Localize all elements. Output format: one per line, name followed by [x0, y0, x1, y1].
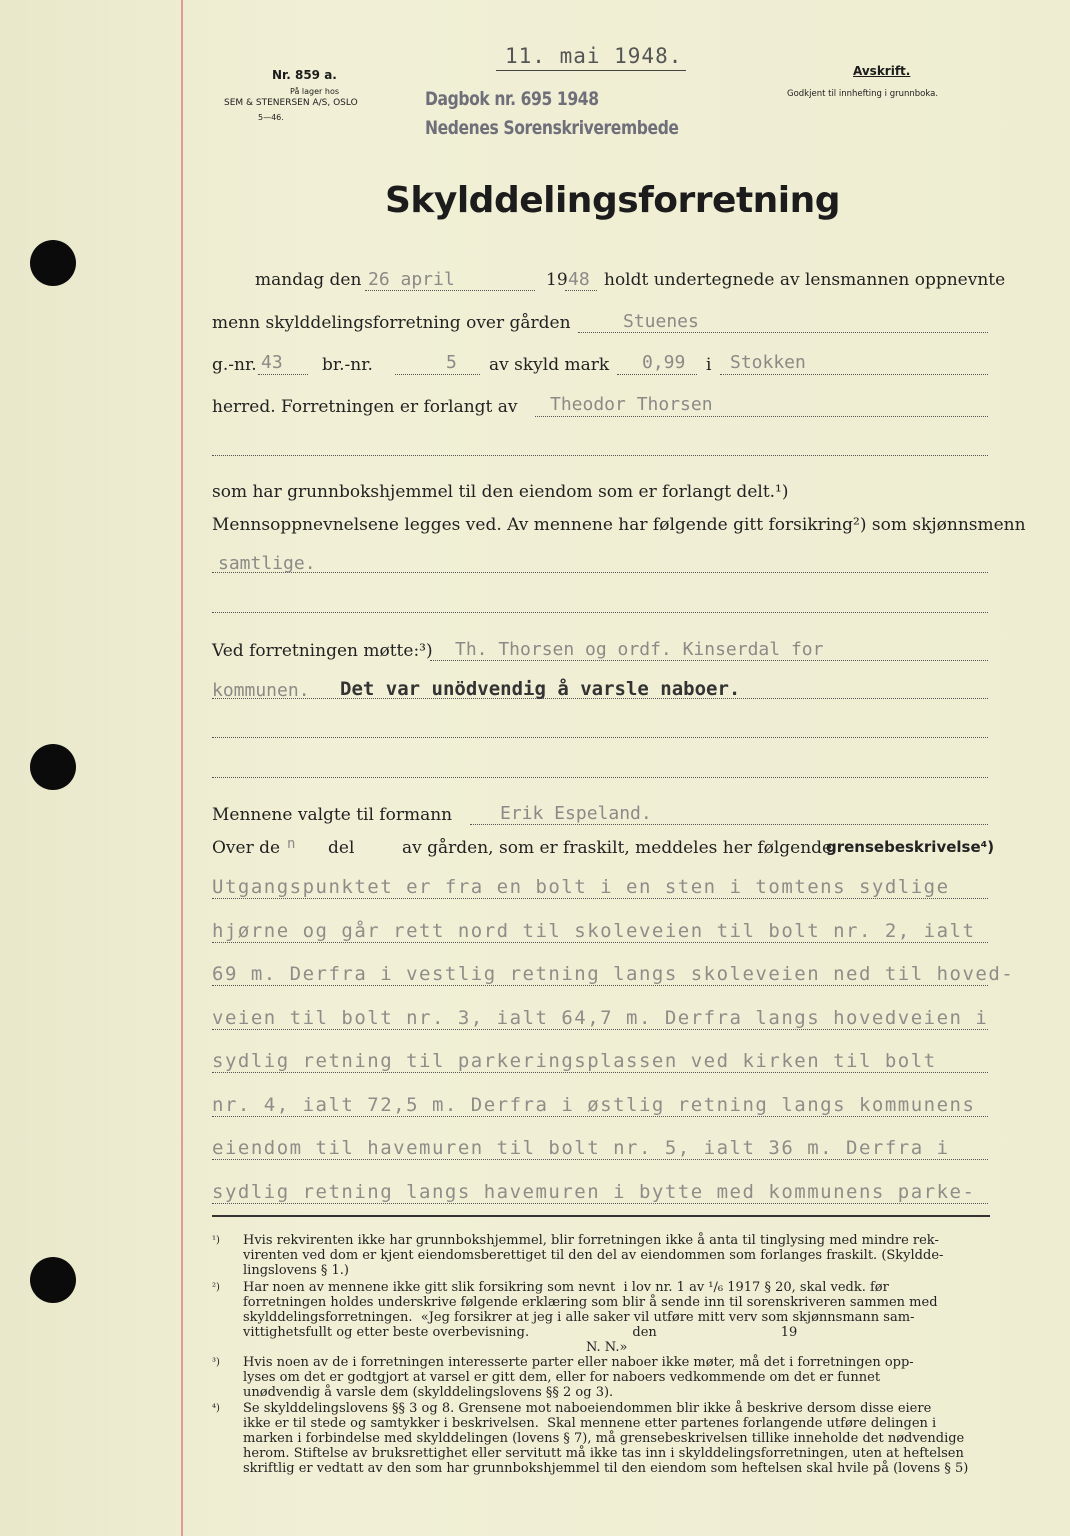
publisher-line2: SEM & STENERSEN A/S, OSLO	[224, 98, 358, 108]
attendees-value-2b: Det var unödvendig å varsle naboer.	[340, 678, 741, 700]
gnr-line	[258, 374, 308, 375]
description-underline	[212, 985, 988, 986]
description-line: eiendom til havemuren til bolt nr. 5, ialt 36 m. Derfra i	[212, 1137, 950, 1159]
footnote-line: Se skylddelingslovens §§ 3 og 8. Grensene mot naboeiendommen blir ikke å beskrive dersom disse eiere	[243, 1401, 932, 1416]
year-value: 48	[568, 269, 590, 290]
day-label	[255, 270, 361, 290]
skyld-label: av skyld mark	[489, 355, 610, 375]
description-underline	[212, 1159, 988, 1160]
description-underline	[212, 1029, 988, 1030]
del-label: del	[328, 838, 355, 858]
description-line: nr. 4, ialt 72,5 m. Derfra i østlig retning langs kommunens	[212, 1093, 976, 1116]
row2-text: menn skylddelingsforretning over gården	[212, 313, 571, 333]
document-title: Skylddelingsforretning	[385, 180, 841, 221]
handwritten-date: 11. mai 1948.	[505, 44, 683, 68]
binder-hole-bottom	[30, 1257, 76, 1303]
over-label: Over de	[212, 838, 281, 858]
footnote-line: skriftlig er vedtatt av den som har grunnbokshjemmel til den eiendom som heftelsen skal hvile på (lovens § 5)	[243, 1461, 969, 1476]
blank-line-2	[212, 572, 988, 573]
footnote-line: virenten ved dom er kjent eiendomsberettiget til den del av eiendommen som forlanges fraskilt. (Skyldde-	[243, 1248, 944, 1263]
requester-label: herred. Forretningen er forlangt av	[212, 397, 518, 417]
footnote-line: herom. Stiftelse av bruksrettighet eller servitutt må ikke tas inn i skylddelingsforretningen, uten at heftelsen	[243, 1446, 964, 1461]
footnote-line: ikke er til stede og samtykker i beskrivelsen. Skal mennene etter partenes forlangende utføre delingen i	[243, 1416, 937, 1431]
form-number: Nr. 859 a.	[272, 68, 337, 82]
farm-field-line	[578, 332, 988, 333]
description-line: veien til bolt nr. 3, ialt 64,7 m. Derfra langs hovedveien i	[212, 1006, 989, 1029]
footnote-line: vittighetsfullt og etter beste overbevisning. den 19	[243, 1325, 798, 1340]
footnote-number: ²)	[212, 1282, 220, 1293]
day-text: mandag den	[255, 270, 362, 290]
attendees-value: Th. Thorsen og ordf. Kinserdal for	[455, 639, 824, 660]
dagbok-stamp: Dagbok nr. 695 1948	[425, 88, 599, 110]
avskrift-note: Godkjent til innhefting i grunnboka.	[787, 89, 939, 99]
attendees-line	[430, 660, 988, 661]
description-line: 69 m. Derfra i vestlig retning langs skoleveien ned til hoved-	[212, 963, 1015, 985]
blank-line-1	[212, 455, 988, 456]
blank-line-4	[212, 737, 988, 738]
date-value: 26 april	[368, 269, 455, 290]
attendees-value-2a: kommunen.	[212, 680, 310, 701]
binder-hole-middle	[30, 744, 76, 790]
requester-line	[535, 416, 988, 417]
year-prefix: 19	[546, 270, 568, 290]
binder-hole-top	[30, 240, 76, 286]
farm-value: Stuenes	[623, 311, 699, 332]
place-line	[720, 374, 988, 375]
row5-text: som har grunnbokshjemmel til den eiendom som er forlangt delt.¹)	[212, 482, 789, 502]
publisher-line3: 5—46.	[258, 113, 284, 122]
description-line: Utgangspunktet er fra en bolt i en sten i tomtens sydlige	[212, 876, 950, 898]
footnote-number: ¹)	[212, 1235, 220, 1246]
brnr-line	[395, 374, 480, 375]
row1-text: holdt undertegnede av lensmannen oppnevnte	[604, 270, 1006, 290]
skyld-line	[617, 374, 697, 375]
attendees-label: Ved forretningen møtte:³)	[212, 641, 433, 661]
gnr-label: g.-nr.	[212, 355, 257, 375]
footnote-line: lingslovens § 1.)	[243, 1263, 349, 1278]
over-n: n	[287, 836, 296, 852]
avskrift-label: Avskrift.	[853, 64, 911, 78]
description-underline	[212, 898, 988, 899]
footnote-rule	[212, 1215, 990, 1217]
chairman-label: Mennene valgte til formann	[212, 805, 453, 825]
description-line: sydlig retning til parkeringsplassen ved kirken til bolt	[212, 1050, 937, 1072]
row11-text: av gården, som er fraskilt, meddeles her følgende	[402, 838, 833, 858]
footnote-line: Har noen av mennene ikke gitt slik forsikring som nevnt i lov nr. 1 av ¹/₆ 1917 § 20, skal vedk. før	[243, 1280, 889, 1295]
description-underline	[212, 1203, 988, 1204]
brnr-label: br.-nr.	[322, 355, 373, 375]
footnote-line: N. N.»	[243, 1340, 628, 1355]
grensebeskrivelse-label: grensebeskrivelse⁴)	[826, 838, 995, 856]
skyld-value: 0,99	[642, 352, 686, 373]
footnote-line: marken i forbindelse med skylddelingen (lovens § 7), må grensebeskrivelsen tillike inneholde det nødvendige	[243, 1431, 965, 1446]
footnote-line: Hvis noen av de i forretningen interesserte parter eller naboer ikke møter, må det i forretningen opp-	[243, 1355, 914, 1370]
description-line: sydlig retning langs havemuren i bytte med kommunens parke-	[212, 1180, 976, 1203]
description-line: hjørne og går rett nord til skoleveien til bolt nr. 2, ialt	[212, 919, 976, 942]
blank-line-3	[212, 612, 988, 613]
publisher-line1: På lager hos	[290, 87, 339, 96]
description-underline	[212, 1072, 988, 1073]
row6-text: Mennsoppnevnelsene legges ved. Av mennene har følgende gitt forsikring²) som skjønnsmenn	[212, 515, 1026, 535]
skjonnsmenn-value: samtlige.	[218, 553, 316, 574]
footnote-line: Hvis rekvirenten ikke har grunnbokshjemmel, blir forretningen ikke å anta til tinglysing med mindre rek-	[243, 1233, 939, 1248]
gnr-value: 43	[261, 352, 283, 373]
footnote-line: unødvendig å varsle dem (skylddelingslovens §§ 2 og 3).	[243, 1385, 614, 1400]
office-stamp: Nedenes Sorenskriverembede	[425, 117, 679, 139]
footnote-line: lyses om det er godtgjort at varsel er gitt dem, eller for naboers vedkommende om det er funnet	[243, 1370, 881, 1385]
footnote-line: forretningen holdes underskrive følgende erklæring som blir å sende inn til sorenskriveren sammen med	[243, 1295, 938, 1310]
footnote-number: ³)	[212, 1357, 220, 1368]
chairman-value: Erik Espeland.	[500, 803, 652, 824]
blank-line-5	[212, 777, 988, 778]
description-underline	[212, 1116, 988, 1117]
i-label: i	[706, 355, 712, 375]
year-field-line	[565, 290, 597, 291]
place-value: Stokken	[730, 352, 806, 373]
footnote-number: ⁴)	[212, 1403, 220, 1414]
requester-value: Theodor Thorsen	[550, 394, 713, 415]
date-underline	[496, 70, 686, 71]
footnote-line: skylddelingsforretningen. «Jeg forsikrer at jeg i alle saker vil utføre mitt verv som skjønnsmann sam-	[243, 1310, 915, 1325]
margin-line	[181, 0, 183, 1536]
description-underline	[212, 942, 988, 943]
date-field-line	[365, 290, 535, 291]
chairman-line	[470, 824, 988, 825]
brnr-value: 5	[446, 352, 457, 373]
